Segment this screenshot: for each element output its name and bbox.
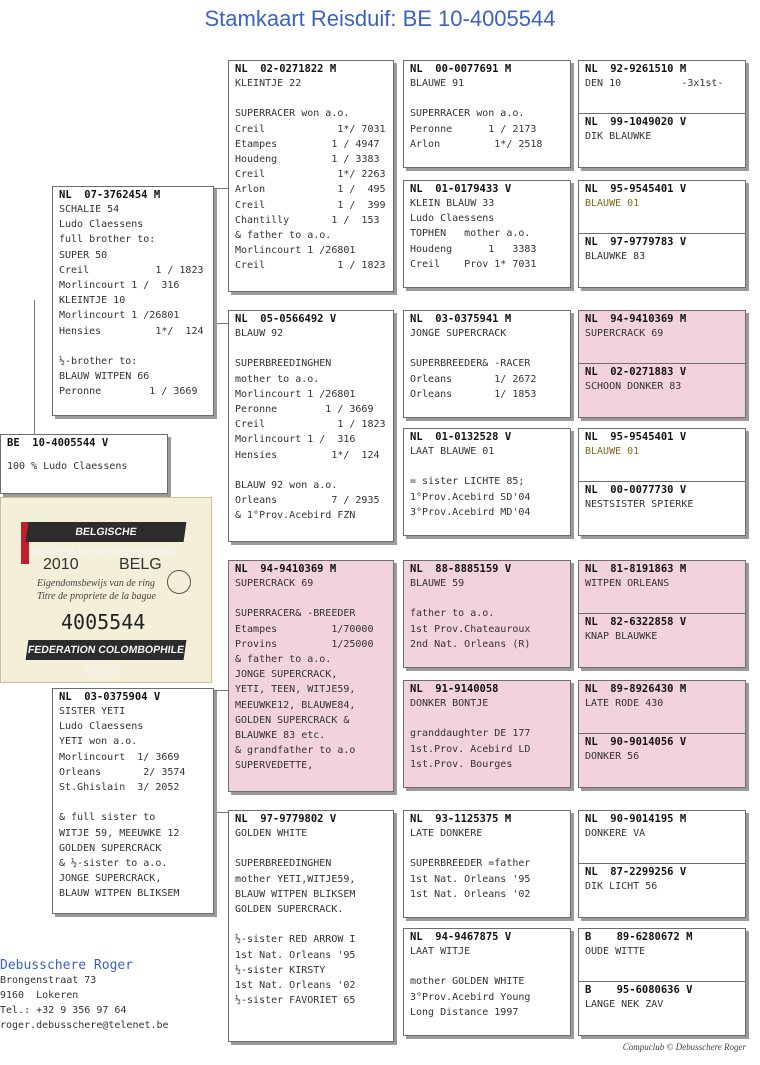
card-line: GOLDEN SUPERCRACK. [235, 903, 344, 915]
gen3-card-1[interactable] [403, 60, 571, 168]
gen4-pair-2[interactable] [578, 180, 746, 288]
card-line: mother YETI,WITJE59, [235, 873, 356, 885]
card-line: & father to a.o. [235, 653, 332, 665]
card-line [404, 841, 570, 856]
ring-number: NL 97-9779802 V [235, 813, 337, 825]
card-line: SCHALIE 54 [59, 204, 120, 215]
card-line: Ludo Claessens [410, 213, 495, 225]
seal-text-line: Titre de propriete de la bague [37, 591, 156, 602]
ring-number: NL 95-9545401 V [585, 431, 687, 443]
card-line: Peronne 1 / 3669 [235, 403, 374, 415]
card-line: ½-sister KIRSTY [235, 964, 326, 976]
card-line: & grandfather to a.o [235, 745, 356, 757]
ring-number: B 89-6280672 M [585, 931, 693, 943]
card-line: BLAUW WITPEN 66 [59, 371, 150, 383]
card-line: LAAT BLAUWE 01 [410, 446, 495, 457]
card-line [53, 339, 213, 354]
card-line: = sister LICHTE 85; [410, 476, 525, 488]
card-line: BLAUWE 59 [410, 578, 465, 589]
card-line: father to a.o. [410, 608, 495, 620]
ring-number: NL 00-0077691 M [410, 63, 512, 75]
card-line: Morlincourt 1 /26801 [59, 310, 180, 322]
card-line: Creil 1 / 399 [235, 199, 386, 211]
ring-number: NL 02-0271822 M [235, 63, 337, 75]
card-line: BLAUWE 91 [410, 78, 465, 89]
gen3-card-7[interactable] [403, 810, 571, 918]
dam-card[interactable] [52, 688, 214, 914]
card-line: 1st Nat. Orleans '02 [410, 888, 531, 900]
card-line: & full sister to [59, 812, 156, 824]
ring-number: NL 92-9261510 M [585, 63, 687, 75]
card-line: 2nd Nat. Orleans (R) [410, 638, 531, 650]
ring-number: NL 81-8191863 M [585, 563, 687, 575]
card-line: Morlincourt 1/ 3669 [59, 751, 180, 763]
card-line: SUPERCRACK 69 [235, 578, 314, 589]
breeder-contact [0, 958, 169, 1033]
ring-number: NL 07-3762454 M [59, 189, 161, 201]
card-line: 1st Nat. Orleans '95 [235, 949, 356, 961]
card-line: Creil 1 / 1823 [59, 264, 204, 276]
card-line: Morlincourt 1 /26801 [235, 245, 356, 257]
card-line [404, 341, 570, 356]
grandsire-maternal-card[interactable] [228, 560, 394, 792]
card-line: Etampes 1 / 4947 [235, 138, 380, 150]
ring-number: NL 90-9014056 V [585, 736, 687, 748]
card-line: DONKER 56 [585, 751, 640, 762]
card-line [404, 459, 570, 474]
card-line: mother to a.o. [235, 373, 320, 385]
ring-number: NL 03-0375941 M [410, 313, 512, 325]
ring-number: NL 99-1049020 V [585, 116, 687, 128]
card-line: DONKER BONTJE [410, 698, 489, 709]
ring-number: NL 97-9779783 V [585, 236, 687, 248]
connector-line [212, 690, 229, 691]
ring-number: NL 03-0375904 V [59, 691, 161, 703]
card-line [229, 341, 393, 356]
card-line: Provins 1/25000 [235, 638, 374, 650]
card-line: Peronne 1 / 3669 [59, 386, 198, 398]
ring-number: NL 05-0566492 V [235, 313, 337, 325]
card-line: SUPERRACER won a.o. [235, 108, 350, 120]
breeder-address-line: 9160 Lokeren [0, 990, 79, 1001]
card-line: Arlon 1*/ 2518 [410, 138, 543, 150]
footer-credit: Compuclub © Debusschere Roger [622, 1042, 746, 1052]
gen3-card-3[interactable] [403, 310, 571, 418]
gen4-lower-card[interactable] [579, 981, 745, 1035]
card-line: NESTSISTER SPIERKE [585, 499, 694, 510]
ring-number: NL 91-9140058 [410, 683, 499, 695]
card-line: YETI won a.o. [59, 736, 138, 748]
card-line: LATE RODE 430 [585, 698, 664, 709]
ring-number: NL 89-8926430 M [585, 683, 687, 695]
card-line: Creil Prov 1* 7031 [410, 258, 537, 270]
subject-pigeon-card[interactable] [0, 434, 168, 494]
granddam-maternal-card[interactable] [228, 810, 394, 1042]
card-line: 100 % Ludo Claessens [7, 461, 128, 472]
ring-number: NL 87-2299256 V [585, 866, 687, 878]
gen4-lower-card[interactable] [579, 233, 745, 287]
card-line: Chantilly 1 / 153 [235, 214, 380, 226]
card-line: MEEUWKE12, BLAUWE84, [235, 699, 356, 711]
card-line: 1st Nat. Orleans '02 [235, 979, 356, 991]
card-line: Orleans 2/ 3574 [59, 766, 186, 778]
card-line: OUDE WITTE [585, 946, 646, 957]
seal-band-top: BELGISCHE DUIVENLIEFHEBBERSBOND [26, 522, 187, 542]
ring-number: NL 94-9467875 V [410, 931, 512, 943]
card-line: 1st.Prov. Acebird LD [410, 743, 531, 755]
ring-number: NL 95-9545401 V [585, 183, 687, 195]
ring-number: NL 88-8885159 V [410, 563, 512, 575]
card-line: Morlincourt 1 / 316 [59, 279, 180, 291]
card-line: SUPERBREEDINGHEN [235, 358, 332, 370]
card-line: SUPERVEDETTE, [235, 760, 314, 772]
card-line [404, 91, 570, 106]
card-line: JONGE SUPERCRACK, [235, 669, 338, 681]
ring-number: NL 02-0271883 V [585, 366, 687, 378]
card-line: DIK BLAUWKE [585, 131, 652, 142]
card-line: SUPERCRACK 69 [585, 328, 664, 339]
card-line: Orleans 1/ 1853 [410, 388, 537, 400]
ring-number: NL 00-0077730 V [585, 484, 687, 496]
card-line: Creil 1*/ 7031 [235, 123, 386, 135]
card-line: SISTER YETI [59, 706, 126, 717]
card-line: Etampes 1/70000 [235, 623, 374, 635]
card-line: BLAUWKE 83 [585, 251, 646, 262]
gen4-pair-4[interactable] [578, 428, 746, 536]
card-line: KLEINTJE 22 [235, 78, 302, 89]
card-line [53, 795, 213, 810]
gen4-lower-card[interactable] [579, 481, 745, 535]
card-line: Arlon 1 / 495 [235, 184, 386, 196]
card-line: 1°Prov.Acebird SD'04 [410, 491, 531, 503]
breeder-address-line: Brongenstraat 73 [0, 975, 97, 986]
connector-line [34, 300, 35, 434]
card-line: KLEIN BLAUW 33 [410, 198, 495, 209]
gen3-card-6[interactable] [403, 680, 571, 788]
card-line: 3°Prov.Acebird Young [410, 991, 531, 1003]
card-line: mother GOLDEN WHITE [410, 976, 525, 988]
card-line: Peronne 1 / 2173 [410, 123, 537, 135]
card-line: ½-brother to: [59, 355, 138, 367]
seal-country: BELG [119, 556, 162, 573]
card-line [229, 841, 393, 856]
gen4-pair-8[interactable] [578, 928, 746, 1036]
card-line: BLAUW 92 [235, 328, 284, 339]
card-line: 1st.Prov. Bourges [410, 758, 513, 770]
gen4-pair-1[interactable] [578, 60, 746, 168]
card-line: 1st Nat. Orleans '95 [410, 873, 531, 885]
card-line: GOLDEN SUPERCRACK [59, 842, 162, 854]
gen4-pair-6[interactable] [578, 680, 746, 788]
ring-number: NL 01-0179433 V [410, 183, 512, 195]
ring-number: BE 10-4005544 V [7, 437, 109, 449]
card-line: SUPERBREEDER& -RACER [410, 358, 531, 370]
card-line: KNAP BLAUWKE [585, 631, 658, 642]
ring-number: NL 90-9014195 M [585, 813, 687, 825]
ring-number: B 95-6080636 V [585, 984, 693, 996]
seal-year: 2010 [43, 556, 79, 573]
card-line: Orleans 7 / 2935 [235, 495, 380, 507]
card-line: Hensies 1*/ 124 [235, 449, 380, 461]
card-line: Creil 1 / 1823 [235, 419, 386, 431]
gen4-pair-5[interactable] [578, 560, 746, 668]
card-line: Ludo Claessens [59, 219, 144, 231]
card-line: WITPEN ORLEANS [585, 578, 670, 589]
card-line: Morlincourt 1 / 316 [235, 434, 356, 446]
card-line: BLAUW WITPEN BLIKSEM [59, 888, 180, 900]
card-line: BLAUWE 01 [585, 446, 640, 457]
card-line: Creil 1*/ 2263 [235, 169, 386, 181]
card-line: BLAUWKE 83 etc. [235, 729, 326, 741]
card-line: & ½-sister to a.o. [59, 857, 168, 869]
card-line: DEN 10 -3x1st- [585, 78, 724, 89]
card-line: SUPERBREEDINGHEN [235, 858, 332, 870]
seal-band-bottom: FEDERATION COLOMBOPHILE BELGE [26, 640, 187, 660]
breeder-email[interactable]: roger.debusschere@telenet.be [0, 1020, 169, 1031]
crest-icon [167, 570, 191, 594]
grandsire-paternal-card[interactable] [228, 60, 394, 292]
gen4-lower-card[interactable] [579, 733, 745, 787]
ring-number: NL 01-0132528 V [410, 431, 512, 443]
card-line: WITJE 59, MEEUWKE 12 [59, 827, 180, 839]
card-line [229, 591, 393, 606]
card-line [404, 591, 570, 606]
breeder-phone: Tel.: +32 9 356 97 64 [0, 1005, 127, 1016]
ring-number: NL 82-6322858 V [585, 616, 687, 628]
card-line: Morlincourt 1 /26801 [235, 388, 356, 400]
card-line: LATE DONKERE [410, 828, 483, 839]
card-line: LANGE NEK ZAV [585, 999, 664, 1010]
card-line: SUPERRACER won a.o. [410, 108, 525, 120]
gen4-lower-card[interactable] [579, 363, 745, 417]
card-line: & father to a.o. [235, 229, 332, 241]
page-title: Stamkaart Reisduif: BE 10-4005544 [204, 6, 556, 31]
gen4-lower-card[interactable] [579, 613, 745, 667]
card-line: KLEINTJE 10 [59, 295, 126, 307]
granddam-paternal-card[interactable] [228, 310, 394, 542]
card-line: Ludo Claessens [59, 721, 144, 733]
ring-number: NL 94-9410369 M [235, 563, 337, 575]
card-line: JONGE SUPERCRACK [410, 328, 507, 339]
card-line: SUPERRACER& -BREEDER [235, 608, 356, 620]
gen4-pair-3[interactable] [578, 310, 746, 418]
gen4-pair-7[interactable] [578, 810, 746, 918]
gen4-lower-card[interactable] [579, 113, 745, 167]
card-line: YETI, TEEN, WITJE59, [235, 684, 356, 696]
card-line: DIK LICHT 56 [585, 881, 658, 892]
card-line: 1st Prov.Chateauroux [410, 623, 531, 635]
seal-ring-number: 4005544 [61, 610, 146, 634]
ring-number: NL 93-1125375 M [410, 813, 512, 825]
card-line: DONKERE VA [585, 828, 646, 839]
card-line: & 1°Prov.Acebird FZN [235, 510, 356, 522]
card-line: LAAT WITJE [410, 946, 471, 957]
ring-number: NL 94-9410369 M [585, 313, 687, 325]
gen3-card-4[interactable] [403, 428, 571, 536]
card-line: SCHOON DONKER 83 [585, 381, 682, 392]
ring-certificate-seal [0, 497, 212, 683]
card-line [229, 463, 393, 478]
card-line: Houdeng 1 3383 [410, 243, 537, 255]
card-line: BLAUW WITPEN BLIKSEM [235, 888, 356, 900]
card-line: ½-sister FAVORIET 65 [235, 995, 356, 1007]
card-line: full brother to: [59, 234, 156, 246]
card-line: GOLDEN WHITE [235, 828, 308, 839]
card-line: SUPER 50 [59, 249, 108, 261]
gen3-card-5[interactable] [403, 560, 571, 668]
seal-text-line: Eigendomsbewijs van de ring [37, 578, 156, 589]
card-line: Long Distance 1997 [410, 1006, 519, 1018]
card-line: JONGE SUPERCRACK, [59, 873, 162, 885]
connector-line [212, 812, 229, 813]
card-line: GOLDEN SUPERCRACK & [235, 714, 350, 726]
card-line: St.Ghislain 3/ 2052 [59, 781, 180, 793]
card-line: Hensies 1*/ 124 [59, 325, 204, 337]
card-line: Orleans 1/ 2672 [410, 373, 537, 385]
card-line: granddaughter DE 177 [410, 728, 531, 740]
gen3-card-2[interactable] [403, 180, 571, 288]
card-line [229, 917, 393, 932]
card-line: TOPHEN mother a.o. [410, 228, 531, 240]
sire-card[interactable] [52, 186, 214, 416]
card-line: BLAUW 92 won a.o. [235, 479, 338, 491]
gen4-lower-card[interactable] [579, 863, 745, 917]
card-line: SUPERBREEDER =father [410, 858, 531, 870]
card-line: Houdeng 1 / 3383 [235, 153, 380, 165]
card-line [404, 959, 570, 974]
card-line: BLAUWE 01 [585, 198, 640, 209]
breeder-name: Debusschere Roger [0, 958, 134, 973]
card-line: ½-sister RED ARROW I [235, 934, 356, 946]
card-line: 3°Prov.Acebird MD'04 [410, 506, 531, 518]
card-line: Creil 1 / 1823 [235, 260, 386, 272]
card-line [404, 711, 570, 726]
card-line [229, 91, 393, 106]
gen3-card-8[interactable] [403, 928, 571, 1036]
